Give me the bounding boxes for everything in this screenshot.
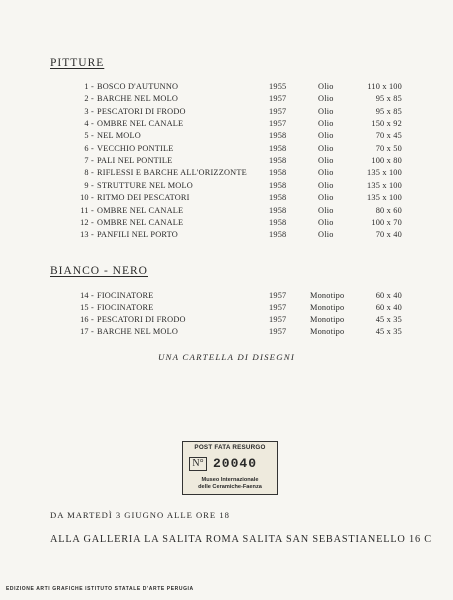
artwork-row bbox=[0, 181, 453, 193]
artwork-title: BARCHE NEL MOLO bbox=[97, 326, 179, 336]
artwork-number: 5 - bbox=[84, 131, 94, 141]
artwork-year: 1957 bbox=[269, 302, 287, 312]
museum-inventory-stamp bbox=[182, 441, 278, 495]
artwork-year: 1955 bbox=[269, 82, 287, 91]
artwork-year: 1958 bbox=[269, 230, 287, 240]
section-heading-bianco-nero: BIANCO - NERO bbox=[50, 265, 148, 277]
artwork-year: 1958 bbox=[269, 131, 287, 141]
artwork-year: 1958 bbox=[269, 143, 287, 153]
artwork-technique: Olio bbox=[318, 143, 334, 153]
artwork-row bbox=[0, 291, 453, 303]
artwork-number: 1 - bbox=[84, 82, 94, 91]
artwork-title: OMBRE NEL CANALE bbox=[97, 205, 184, 215]
artwork-title: PANFILI NEL PORTO bbox=[97, 230, 178, 240]
artwork-title: PALI NEL PONTILE bbox=[97, 156, 173, 166]
artwork-number: 2 - bbox=[84, 94, 94, 104]
artwork-year: 1957 bbox=[269, 94, 287, 104]
artwork-row bbox=[0, 119, 453, 131]
artwork-dimensions: 135 x 100 bbox=[367, 180, 402, 190]
artwork-number: 10 - bbox=[80, 193, 94, 203]
artwork-row bbox=[0, 315, 453, 327]
artwork-number: 7 - bbox=[84, 156, 94, 166]
artwork-dimensions: 100 x 80 bbox=[371, 156, 402, 166]
artwork-technique: Monotipo bbox=[310, 291, 345, 300]
artwork-row bbox=[0, 206, 453, 218]
artwork-row bbox=[0, 131, 453, 143]
artwork-number: 13 - bbox=[80, 230, 94, 240]
stamp-inventory-number: 20040 bbox=[213, 456, 258, 471]
artwork-year: 1958 bbox=[269, 193, 287, 203]
cartella-disegni-note: UNA CARTELLA DI DISEGNI bbox=[158, 352, 295, 362]
artwork-dimensions: 80 x 60 bbox=[375, 205, 402, 215]
section-heading-pitture: PITTURE bbox=[50, 57, 105, 69]
artwork-year: 1957 bbox=[269, 106, 287, 116]
artwork-title: BARCHE NEL MOLO bbox=[97, 94, 179, 104]
artwork-row bbox=[0, 230, 453, 242]
artwork-dimensions: 135 x 100 bbox=[367, 193, 402, 203]
artwork-number: 15 - bbox=[80, 302, 94, 312]
artwork-dimensions: 95 x 85 bbox=[375, 106, 402, 116]
artwork-title: PESCATORI DI FRODO bbox=[97, 314, 186, 324]
artwork-dimensions: 60 x 40 bbox=[375, 302, 402, 312]
stamp-number-label: N° bbox=[189, 457, 207, 471]
artwork-year: 1958 bbox=[269, 156, 287, 166]
artwork-dimensions: 150 x 92 bbox=[371, 119, 402, 129]
artwork-technique: Olio bbox=[318, 205, 334, 215]
artwork-dimensions: 95 x 85 bbox=[375, 94, 402, 104]
artwork-title: RIFLESSI E BARCHE ALL'ORIZZONTE bbox=[97, 168, 247, 178]
artwork-number: 3 - bbox=[84, 106, 94, 116]
artwork-title: BOSCO D'AUTUNNO bbox=[97, 82, 179, 91]
artwork-row bbox=[0, 303, 453, 315]
artwork-number: 11 - bbox=[80, 205, 94, 215]
artwork-title: FIOCINATORE bbox=[97, 302, 154, 312]
artwork-year: 1958 bbox=[269, 180, 287, 190]
artwork-number: 16 - bbox=[80, 314, 94, 324]
artwork-title: STRUTTURE NEL MOLO bbox=[97, 180, 193, 190]
artwork-technique: Monotipo bbox=[310, 314, 345, 324]
artwork-number: 8 - bbox=[84, 168, 94, 178]
artwork-row bbox=[0, 82, 453, 94]
artwork-number: 6 - bbox=[84, 143, 94, 153]
stamp-museum-line2: delle Ceramiche-Faenza bbox=[198, 483, 262, 490]
artwork-technique: Olio bbox=[318, 230, 334, 240]
artwork-dimensions: 135 x 100 bbox=[367, 168, 402, 178]
artwork-technique: Olio bbox=[318, 156, 334, 166]
artwork-year: 1957 bbox=[269, 314, 287, 324]
opening-date: DA MARTEDÌ 3 GIUGNO ALLE ORE 18 bbox=[50, 510, 230, 520]
artwork-row bbox=[0, 156, 453, 168]
artwork-title: NEL MOLO bbox=[97, 131, 141, 141]
artwork-technique: Olio bbox=[318, 131, 334, 141]
artwork-dimensions: 100 x 70 bbox=[371, 217, 402, 227]
stamp-museum-line1: Museo Internazionale bbox=[201, 477, 259, 483]
artwork-number: 12 - bbox=[80, 217, 94, 227]
artwork-row bbox=[0, 218, 453, 230]
artwork-dimensions: 45 x 35 bbox=[375, 314, 402, 324]
artwork-technique: Olio bbox=[318, 168, 334, 178]
artwork-row bbox=[0, 193, 453, 205]
artwork-technique: Olio bbox=[318, 82, 334, 91]
artwork-year: 1958 bbox=[269, 205, 287, 215]
artwork-title: VECCHIO PONTILE bbox=[97, 143, 174, 153]
artwork-year: 1957 bbox=[269, 291, 287, 300]
artwork-title: OMBRE NEL CANALE bbox=[97, 217, 184, 227]
artwork-title: RITMO DEI PESCATORI bbox=[97, 193, 190, 203]
artwork-technique: Olio bbox=[318, 217, 334, 227]
artwork-technique: Olio bbox=[318, 193, 334, 203]
artwork-year: 1958 bbox=[269, 217, 287, 227]
artwork-technique: Olio bbox=[318, 180, 334, 190]
artwork-row bbox=[0, 144, 453, 156]
artwork-number: 17 - bbox=[80, 326, 94, 336]
artwork-technique: Olio bbox=[318, 106, 334, 116]
artwork-year: 1957 bbox=[269, 119, 287, 129]
artwork-row bbox=[0, 107, 453, 119]
artwork-number: 14 - bbox=[80, 291, 94, 300]
artwork-dimensions: 70 x 45 bbox=[375, 131, 402, 141]
printer-credit: EDIZIONE ARTI GRAFICHE ISTITUTO STATALE D'ARTE PERUGIA bbox=[6, 586, 194, 592]
artwork-row bbox=[0, 327, 453, 339]
artwork-dimensions: 70 x 50 bbox=[375, 143, 402, 153]
artwork-dimensions: 45 x 35 bbox=[375, 326, 402, 336]
artwork-number: 9 - bbox=[84, 180, 94, 190]
artwork-number: 4 - bbox=[84, 119, 94, 129]
artwork-year: 1957 bbox=[269, 326, 287, 336]
artwork-title: OMBRE NEL CANALE bbox=[97, 119, 184, 129]
artwork-technique: Olio bbox=[318, 119, 334, 129]
artwork-technique: Olio bbox=[318, 94, 334, 104]
artwork-technique: Monotipo bbox=[310, 302, 345, 312]
artwork-technique: Monotipo bbox=[310, 326, 345, 336]
gallery-address: ALLA GALLERIA LA SALITA ROMA SALITA SAN SEBASTIANELLO 16 C bbox=[50, 534, 432, 545]
artwork-row bbox=[0, 168, 453, 180]
artwork-dimensions: 110 x 100 bbox=[367, 82, 402, 91]
stamp-motto: POST FATA RESURGO bbox=[194, 444, 266, 451]
artwork-dimensions: 60 x 40 bbox=[375, 291, 402, 300]
artwork-title: FIOCINATORE bbox=[97, 291, 154, 300]
stamp-museum-name bbox=[183, 477, 277, 490]
artwork-row bbox=[0, 94, 453, 106]
artwork-title: PESCATORI DI FRODO bbox=[97, 106, 186, 116]
artwork-dimensions: 70 x 40 bbox=[375, 230, 402, 240]
artwork-year: 1958 bbox=[269, 168, 287, 178]
